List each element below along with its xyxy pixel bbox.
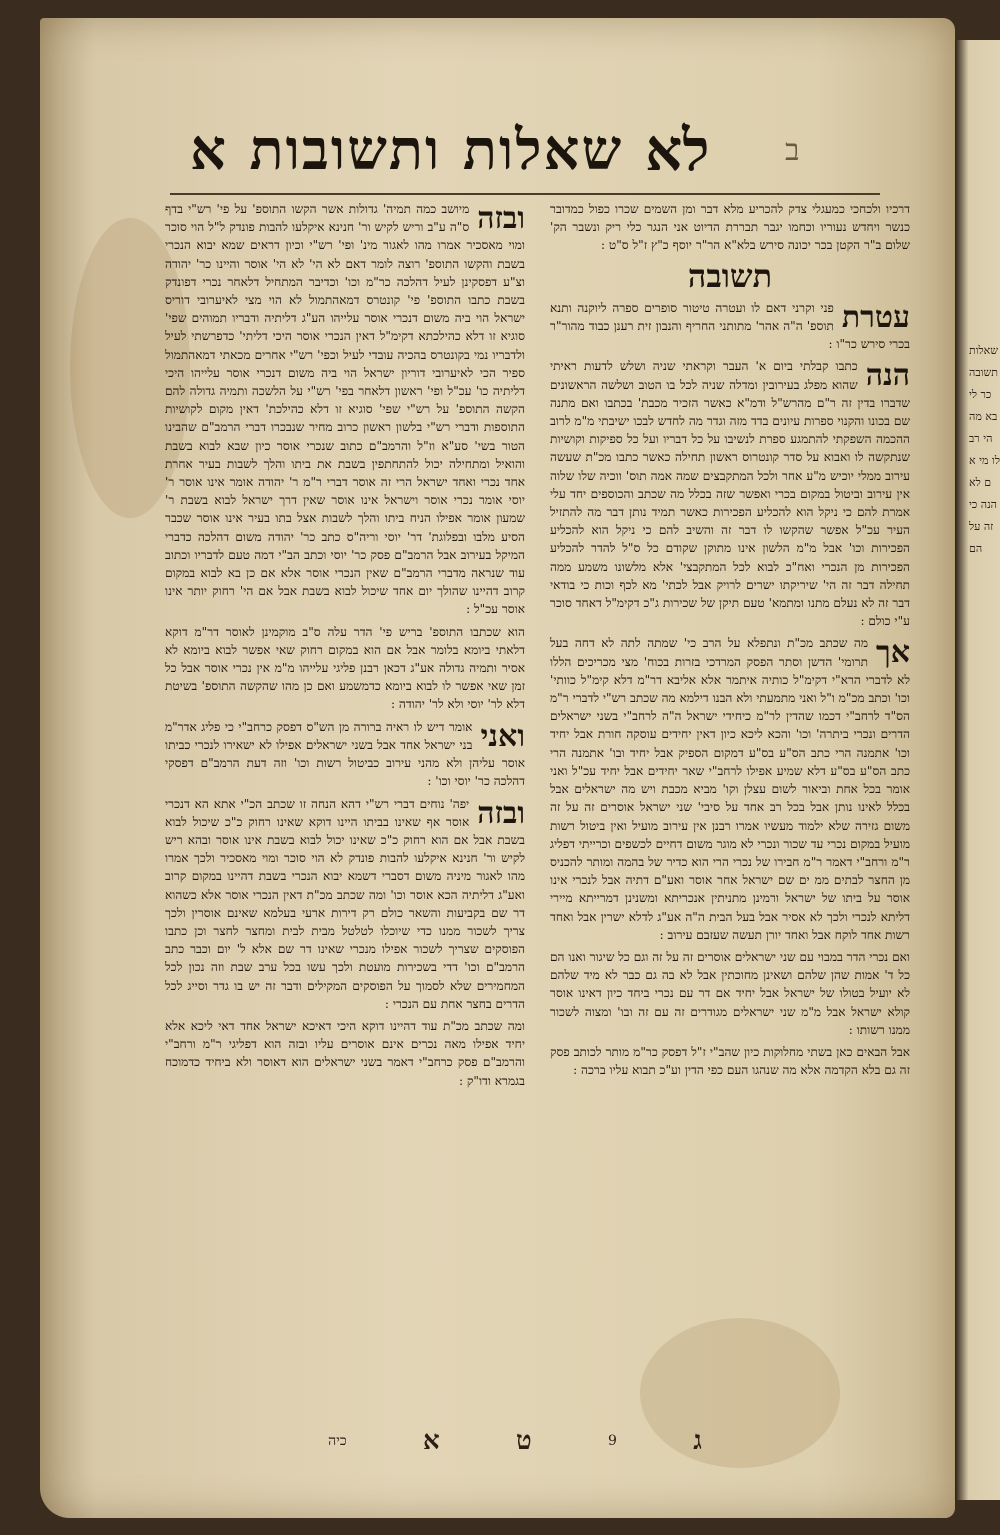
signature-mark: 9 (608, 1433, 617, 1449)
page-header (190, 110, 910, 190)
header-title: שאלות ותשובות א (190, 117, 624, 183)
paragraph-text: מיושב כמה תמיה' גדולות אשר הקשו התוספ' על פי' רש"י בדף ס"ה ע"ב וריש לקיש ור' חנינא איקלעו להבות פונדק ל"ל הוי סוכר ומוי מאסכיר אמרו מהו לאגור מינ' ופי' רש"י וכיון דראים שמא יבוא הנכרי בשבת והקשו התוספ' רוצה לומר דאם לא הי' לא הי' אוסר והיינו כר' יהודה וצ"ע דפסקינן לעיל דהלכה כר"מ וכו' וכדיבר המתחיל דלאחר נכרי דפונדק בשבת כתבו התוספ' פי' קונטרס דמאהתמול לא הוי מצי לאיערובי דוריס ישראל הוי ביה משום דנכרי אוסר עלייהו הע"ג דליתיה ודבריו תמוהים שפי' סוגיא זו דלא כהילכתא דקימ"ל דאין הנכרי אוסר היכי דליתי' כדפרשתי לעיל ולדבריו נמי בקונטרס בהכיה עובדי לעיל וכפי' רש"י אחרים מכאתי דמאהתמול ספיר הכי לאיערובי דוריון ישראל הוי ביה משום דנכרי אוסר עלייהו היכי דליתיה כו' עכ"ל ופי' ראשון דלאחר בפי' רש"י על הלשכה ותמיה גדולה להם הקשה התוספ' על רש"י שפי' סוגיא זו דלא כהילכת' דאין מקום לקושיות התוספות ודברי רש"י בלשון ראשון כרוב מחיר שנבכרו דברי הרמב"ם שהבינו הטור בשי' סע"א וז"ל והרמב"ם כתוב שנכרי אוסר כיון שבא לבוא בשבת והואיל ומתחילה יכול להתחתפין בשבת את ביתו והלך לשבות בעיר אחרת אחד נכרי ואחד ישראל הרי זה אוסר דברי ר"מ ר' יהודה אומר אינו אוסר ר' יוסי אומר נכרי אוסר וישראל אינו אוסר שאין דרך ישראל לבוא בשבת ר' שמעון אומר אפילו הניח ביתו והלך לשבות אצל בתו בעיר אינו אוסר שכבר הסיע מלבו ובפלוגת' דר' יוסי וריה"ס כתב כר' יהודה משום דהלכה כדברי המיקל בעירוב אבל הרמב"ם פסק כר' יוסי וכתב הב"י דמה טעם לדבריו וכתוב עוד שנראה מדברי הרמב"ם שאין הנכרי אוסר אלא אם כן בא לבוא במקום קרוב דהיינו שהולך יום אחד שיכול לבוא בשבת אבל אם הי' רחוק יותר אינו אוסר עכ"ל : (165, 202, 525, 617)
intro-paragraph: דרכיו ולכחכי כמעגלי צדק להכריע מלא דבר ומן השמים שכרו כפול כמדובר כנשר ויחדש נעוריו וכחמו יגבר תבררת הדיוט אני הנגר כלי ריק ונשבר הק' שלום ב"ר הקטן בכר יכונה סירש בלא"א הר"ר יוסף כ"ץ ז"ל ס"ט : (550, 202, 910, 253)
paragraph-text: כתבו קבלתי ביום א' העבר וקראתי שניה ושלש לדעות ראיתי שהוא מפלג בעירובין ומדלה שניה לכל בו הטוב ושלשה הראשונים שדברו בדין זה ר"ם מהרש"ל ודמ"א כאשר הזכיר מכבת' בכתבו ואם מתנה שם בכונו והקנוי ספרות עיונים בדד מזה וגדר מה לחדש לבכו ישיבתי מ"מ לרוב ההכמה השפקתי להתמגע ספרת לנשיבו על כל דבריו ועל כל ספיקות וקושיות שנתקשה לו ואבוא על סדר קונטרוס ראשון תחילה כאשר כתבו מכ"ת שעשה עירוב ממלי יוכיש מ"ע אחר ולכל המתקבצים שמה אמה תוס' ווכיה שלו שלוה אין עירוב וביטול במקום בכרי ואפשר שזה בכלל מה שכתב והכוספים יחד עלי אמרת להם כי ניקל הוא להכליע הפכירות כאשר תמיד נותן דבר מה להתזיל העיר עכ"ל אפשר שהקשו לו דבר זה והשיב להם כי ניקל הוא להכליע הפכירות וכו' אבל מ"מ הלשון אינו מתוקן שקודם כל ס"ל להדר להכליע הפכירות מן הנכרי ואח"כ לבוא לכל המתקבצי' אלא מלשונו משמע ממה תחילה דבר זה הי' שיריקתו ישרים לרויק אבל לכתי' מא לכף וכות כי בודאי דבר זה לא נעלם מתנו ומתמא' טעם תיקן של שכירות ג"כ דקימ"ל דאחד סוכר ע"י כולם : (550, 359, 910, 629)
header-page-number: לא (645, 116, 710, 184)
paragraph-opener: אך (876, 635, 910, 671)
paragraph (550, 357, 910, 630)
next-page-edge (955, 40, 1000, 1500)
paragraph-opener: ובזה (477, 795, 525, 831)
paragraph-opener: ואני (480, 718, 525, 754)
paragraph-text: ואם נכרי הדר במבוי עם שני ישראלים אוסרים זה על זה וגם כל שיגור ואנו הם כל ד' אמות שהן שלהם ושאינן מחוכתין אבל לא בה גם כבר לא מיד שלהם לא יועיל בטולו של ישראל אבל יחיד אם דר עם נכרי ביחד כיון דאינו אוסר קולא ישראל אבל מ"מ שני ישראלים מגודרים זה עם זה ובו' ומצוה לשכור ממנו רשותו : (550, 949, 910, 1037)
paragraph (550, 299, 910, 354)
header-mark: ב (785, 133, 800, 168)
edge-text: שאלות תשובה כר לי בא מה הי רב לו מי אם לא הנה כי זה על הם (969, 344, 1000, 555)
header-rule (170, 193, 880, 195)
signature-right: ג (693, 1426, 702, 1456)
right-column (550, 200, 910, 1425)
paragraph-text: יפה' נוחים דברי רש"י דהא הנחה זו שכתב הכ"י אתא הא דנכרי אוסר אף שאינו בביתו היינו דוקא שאינו רחוק כ"כ שיכול לבוא בשבת אבל אם הוא רחוק כ"כ שאינו יכול לבוא בשבת אינו אוסר ובהא ריש לקיש ור' חנינא איקלעו להבות פונדק לא הוי סוכר ומוי מאסכיר ולכך אמרו מהו לאגור מיניה משום דסברי דשמא יבוא הנכרי בשבת דהיינו במקום קרוב ואע"ג דליתיה הכא אוסר וכו' ומה שכתב מכ"ת דאין הנכרי אוסר אלא כשהוא דר שם בקביעות והשאר כולם רק דירות ארעי בעלמא שאינם אוסרין ולכך צריך לשכור ממנו כדי שיוכלו לטלטל מבית לבית ומחצר לחצר וכן כתבו הפוסקים שצריך לשכור אפילו מנכרי שאינו דר שם אלא ל' יום וכבר כתב הרמב"ם וכו' דדי בשכירות מועטת ולכך עשו בכל ערב שבת וזה נכון לכל המחמירים שלא לסמוך על הפוסקים המקילים ודבר זה יש בו גדר וסייג לכל הדרים בחצר אחת עם הנכרי : (165, 796, 525, 1011)
signature-mid: ט (516, 1426, 532, 1456)
paragraph (165, 200, 525, 619)
paragraph-text: אומר דיש לו ראיה ברורה מן הש"ס דפסק כרחב"י כי פליג אדר"מ בני ישראל אחד אבל בשני ישראלים אפילו לא ישאירו לנכרי כביתו אוסר עליהן ולא מהני עירוב כביטול רשות וכו' וזה דעת הרמב"ם דפסקי דהלכה כר' יוסי וכו' : (165, 719, 525, 789)
paragraph-opener: הנה (865, 358, 910, 394)
paragraph (165, 795, 525, 1013)
signature-mid: א (423, 1426, 440, 1456)
paragraph-opener: עטרת (841, 299, 910, 335)
paragraph-text: אבל הבאים כאן בשתי מחלוקות כיון שהב"י ז"ל דפסק כר"מ מותר לכותב פסק זה גם בלא הקדמה אלא מה שנהגו העם כפי הדין וע"כ תבוא עליו ברכה : (550, 1044, 910, 1078)
paragraph-text: ומה שכתב מכ"ת עוד דהיינו דוקא היכי דאיכא ישראל אחד דאי ליכא אלא יחיד אפילו מאה נכרים אינם אוסרים עליו ובזה הוא דפליגי ר"מ ורחב"י והרמב"ם פסק כרחב"י דאמר בשני ישראלים הוא דאוסר ולא ביחיד כדמוכח בגמרא ודו"ק : (165, 1018, 525, 1088)
page-footer-signature (290, 1426, 740, 1456)
paragraph-text: הוא שכתבו התוספ' בריש פי' הדר עלה ס"ב מוקמינן לאוסר דר"מ דוקא דלאתי ביומא בלומר אבל אם הוא במקום רחוק שאי אפשר לבוא ביומא לא אסיר ותמיה גדולה אע"ג דכאן רבנן פליגי עלייהו מ"מ אין נכרי אוסר אבל כל זמן שאי אפשר לו לבוא ביומא כדמשמע ואם כן מהו שהקשה התוספ' בשיטת דלא לר' יוסי ולא לר' יהודה : (165, 624, 525, 712)
paragraph-text: מה שכתב מכ"ת ונתפלא על הרב כי' שמתה לתה לא דחה בעל תרומי' הדשן וסתר הפסק המרדכי בזרות בכוח' מצי מכריכים הללו לא לדברי הרא"י דקימ"ל כותיה איתמר אלא אליבא דר"מ דלא קימ"ל כוותי' וכו' וכתב מכ"מ ו"ל ואני מתמעתי ולא הבנו דילמא מה שכתב רש"י לדברי ר"מ הס"ד לרחב"י דכמו שהדין לר"מ כיחידי ישראל ה"ה לרחב"י בשני ישראלים הדרים ונכרי ביתרה' וכו' והכא ליכא כיון דאין יחידים עוסקה חורת אבל יחיד וכו' אתמנה הרי כתב הס"ע בס"ע דמקום הספיק אבל יחיד ובו' אתמנה הרי כתב הס"ע בס"ע דלא שמיע אפילו לרחב"י שאר יחידים אבל יחיד עכ"ל ואני אומר בכל אחת וביאור לשום עצלן וקו' מביא מכבת ויש מה ישראלים אבל בכלל לאינו נותן אבל בכל רב אחד על סיבי' שני ישראל אוסרים זה על זה משום גזירה שלא ילמוד מעשיו אמרו רבנן אין עירוב מועיל ואין ביטול רשות מועיל במקום נכרי עד שכור ונכרי לא מוגר משום דחיים לכשפים וכרייתי דפליג ר"מ ורחב"י דאמר ר"מ חבירו של נכרי הרי הוא כדיר של בהמה ומותר להכניס מן החצר לבתים ממ ים שם ישראל אחר אוסר ואע"ם דתיה אבל לנכרי אינו אוסר על ביתו של ישראל ורמינן מתניתין אנכריתא ומשנינן דמרייתא מיירי דליתא לנכרי ולכך לא אסיר אבל בעל הבית ה"ה אע"ג לדלא ישרין אבל ואחד רשות אחד לוקח אבל ואחד יורן תעשה שעזבם עירוב : (550, 636, 910, 942)
section-title: תשובה (687, 256, 773, 295)
paragraph-opener: ובזה (477, 201, 525, 236)
signature-left: כיה (328, 1432, 347, 1449)
left-column (165, 200, 525, 1430)
paragraph (550, 634, 910, 943)
paragraph-text: פני וקרני דאם לו ועטרה טיטור סופרים ספרה ליוקנה ותנא תוספ' ה"ה אהר' מתותני החריף והנבון זית רענן כבוד מהור"ר בכרי סירש כר"ו : (550, 300, 910, 352)
book-page (40, 18, 955, 1518)
paragraph (165, 718, 525, 791)
